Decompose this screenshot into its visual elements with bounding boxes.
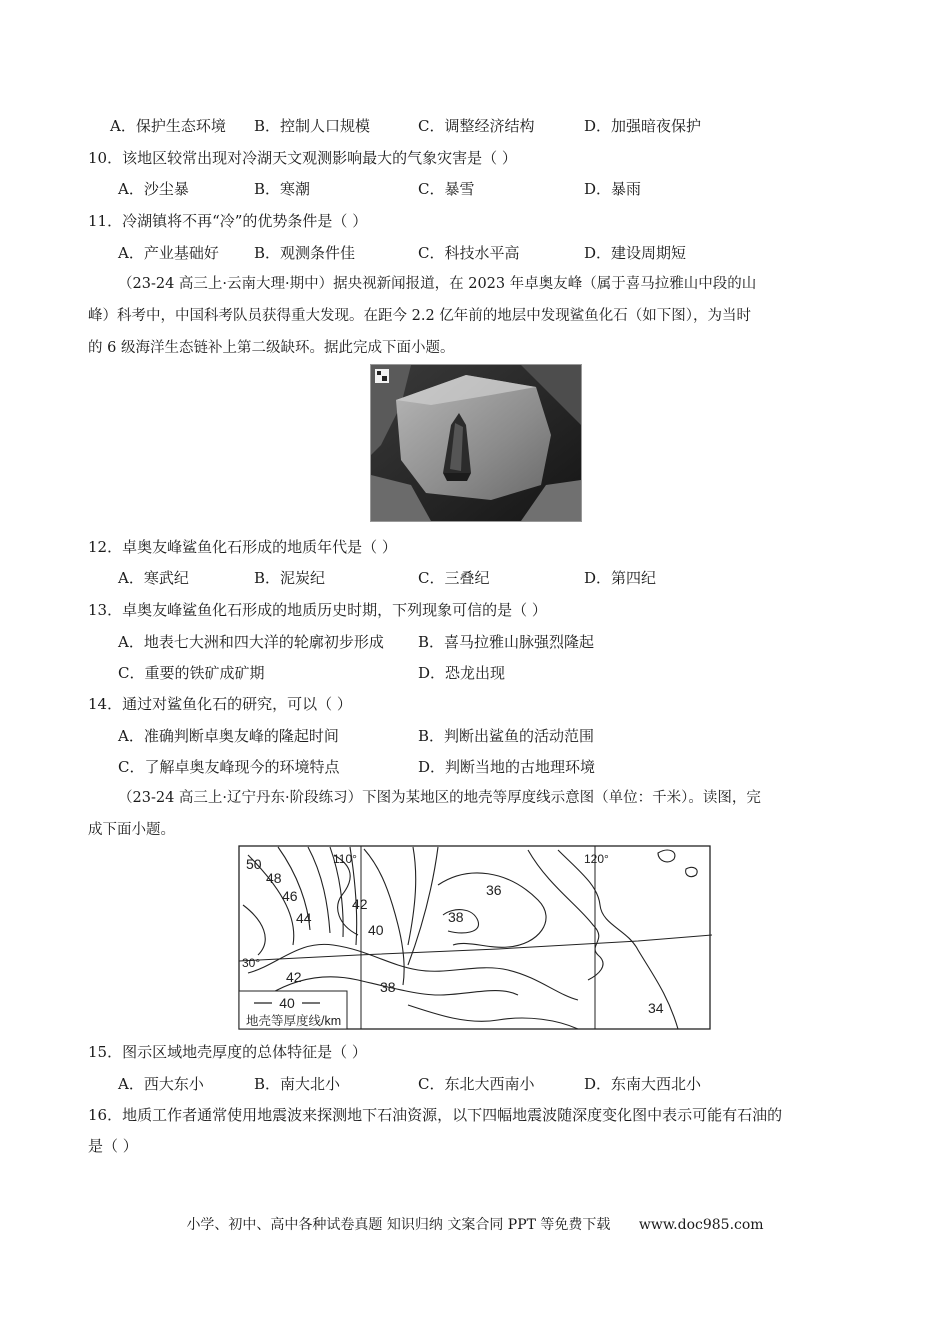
q11-stem: 11．冷湖镇将不再“冷”的优势条件是（ ） <box>88 212 368 230</box>
label-38-north: 38 <box>448 909 464 925</box>
q14-stem: 14．通过对鲨鱼化石的研究，可以（ ） <box>88 695 352 713</box>
q9-option-a: A．保护生态环境 <box>110 117 226 135</box>
label-lat-30: 30° <box>242 956 261 970</box>
q10-option-b: B．寒潮 <box>254 180 311 198</box>
label-42-south: 42 <box>286 969 302 985</box>
q9-option-c: C．调整经济结构 <box>418 117 535 135</box>
q14-option-c: C．了解卓奥友峰现今的环境特点 <box>118 758 340 776</box>
crust-thickness-map <box>238 845 712 1030</box>
footer-text: 小学、初中、高中各种试卷真题 知识归纳 文案合同 PPT 等免费下载 <box>186 1217 611 1233</box>
passage-fossil-line2: 峰）科考中，中国科考队员获得重大发现。在距今 2.2 亿年前的地层中发现鲨鱼化石（如下图），为当时 <box>88 308 752 324</box>
q10-option-c: C．暴雪 <box>418 180 475 198</box>
q15-option-c: C．东北大西南小 <box>418 1075 535 1093</box>
passage-fossil-line1: （23-24 高三上·云南大理·期中）据央视新闻报道，在 2023 年卓奥友峰（属于喜马拉雅山中段的山 <box>118 276 757 292</box>
label-lon-120: 120° <box>584 852 609 866</box>
q11-option-a: A．产业基础好 <box>118 244 219 262</box>
q13-option-a: A．地表七大洲和四大洋的轮廓初步形成 <box>118 633 384 651</box>
legend-text: 地壳等厚度线/km <box>246 1014 342 1028</box>
q16-stem-line1: 16．地质工作者通常使用地震波来探测地下石油资源，以下四幅地震波随深度变化图中表示可能有石油的 <box>88 1106 783 1124</box>
passage-fossil-line3: 的 6 级海洋生态链补上第二级缺环。据此完成下面小题。 <box>88 340 455 356</box>
q12-option-b: B．泥炭纪 <box>254 569 326 587</box>
passage-crust <box>88 782 860 846</box>
q10-option-d: D．暴雨 <box>584 180 642 198</box>
label-lon-110: 110° <box>333 852 357 866</box>
legend-value: 40 <box>279 995 295 1011</box>
q13-option-b: B．喜马拉雅山脉强烈隆起 <box>418 633 595 651</box>
q10-option-a: A．沙尘暴 <box>118 180 189 198</box>
q11-option-b: B．观测条件佳 <box>254 244 356 262</box>
q11-option-d: D．建设周期短 <box>584 244 687 262</box>
label-50: 50 <box>246 856 262 872</box>
passage-crust-line1: （23-24 高三上·辽宁丹东·阶段练习）下图为某地区的地壳等厚度线示意图（单位：千米）。读图，完 <box>118 790 761 806</box>
label-46: 46 <box>282 888 298 904</box>
label-38-south: 38 <box>380 979 396 995</box>
q12-stem: 12．卓奥友峰鲨鱼化石形成的地质年代是（ ） <box>88 538 397 556</box>
q14-option-b: B．判断出鲨鱼的活动范围 <box>418 727 595 745</box>
q13-option-c: C．重要的铁矿成矿期 <box>118 664 265 682</box>
footer-url[interactable]: www.doc985.com <box>638 1217 764 1233</box>
q14-option-d: D．判断当地的古地理环境 <box>418 758 596 776</box>
label-40: 40 <box>368 922 384 938</box>
q12-option-d: D．第四纪 <box>584 569 657 587</box>
q15-option-b: B．南大北小 <box>254 1075 341 1093</box>
q12-option-a: A．寒武纪 <box>118 569 189 587</box>
q13-stem: 13．卓奥友峰鲨鱼化石形成的地质历史时期，下列现象可信的是（ ） <box>88 601 547 619</box>
label-36: 36 <box>486 882 502 898</box>
passage-fossil <box>88 268 860 364</box>
q14-option-a: A．准确判断卓奥友峰的隆起时间 <box>118 727 339 745</box>
q15-option-d: D．东南大西北小 <box>584 1075 702 1093</box>
passage-crust-line2: 成下面小题。 <box>88 822 175 838</box>
label-34: 34 <box>648 1000 664 1016</box>
label-48: 48 <box>266 870 282 886</box>
q11-option-c: C．科技水平高 <box>418 244 520 262</box>
shark-fossil-photo <box>370 364 582 522</box>
q9-option-d: D．加强暗夜保护 <box>584 117 702 135</box>
label-44: 44 <box>296 910 312 926</box>
q12-option-c: C．三叠纪 <box>418 569 490 587</box>
label-42-north: 42 <box>352 896 368 912</box>
q15-stem: 15．图示区域地壳厚度的总体特征是（ ） <box>88 1043 367 1061</box>
q16-stem-line2: 是（ ） <box>88 1137 138 1155</box>
q10-stem: 10．该地区较常出现对冷湖天文观测影响最大的气象灾害是（ ） <box>88 149 517 167</box>
page-footer <box>0 1214 950 1234</box>
q15-option-a: A．西大东小 <box>118 1075 204 1093</box>
q13-option-d: D．恐龙出现 <box>418 664 506 682</box>
q9-option-b: B．控制人口规模 <box>254 117 371 135</box>
